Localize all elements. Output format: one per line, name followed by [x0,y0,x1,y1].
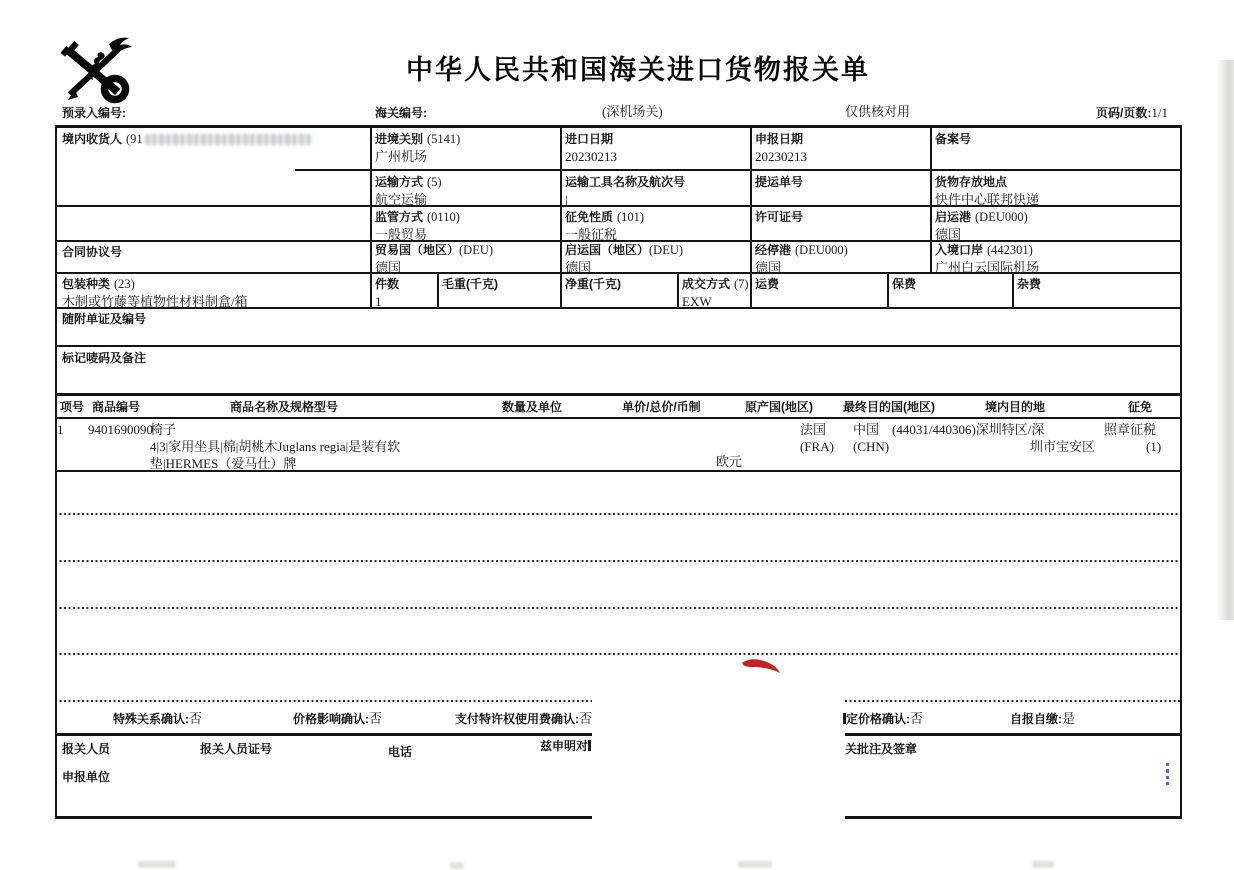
page-number-value: 1/1 [1151,105,1168,120]
port-note: (深机场关) [602,104,663,119]
col-commodity-code: 商品编号 [92,400,141,414]
item-name: 椅子 4|3|家用坐具|棉|胡桃木Juglans regia|是装有软 垫|HERMES（爱马仕）牌 [150,422,401,471]
field-attached-docs: 随附单证及编号 [62,312,147,326]
redacted-consignee-code [145,134,313,145]
field-entry-customs: 进境关别 (5141) 广州机场 [375,132,461,164]
col-origin-country: 原产国(地区) [745,400,813,414]
phone-label: 电话 [388,745,413,759]
grid-line [750,125,752,307]
page-number-label: 页码/页数: [1096,106,1152,120]
field-transport-mode: 运输方式 (5) 航空运输 [375,175,442,207]
grid-line [55,816,592,819]
red-pen-mark [741,656,781,676]
declarant-label: 报关人员 [62,742,111,756]
field-record-no: 备案号 [935,132,972,146]
grid-line [55,417,1182,419]
grid-line [437,272,439,307]
field-contract-no: 合同协议号 [62,245,123,259]
statement-fragment: 兹申明对 [540,737,591,755]
col-duty: 征免 [1128,400,1153,414]
field-departure-port: 启运港 (DEU000) 德国 [935,210,1028,242]
scan-smudge [738,861,772,868]
item-currency: 欧元 [716,454,743,469]
col-domestic-dest: 境内目的地 [985,400,1046,414]
col-price-currency: 单价/总价/币制 [622,400,701,414]
item-no: 1 [57,422,64,437]
customs-no-label: 海关编号: [375,106,427,120]
field-transport-name: 运输工具名称及航次号 | [565,175,686,207]
grid-dotted-line [55,653,1182,655]
blue-dots-artifact [1166,763,1170,787]
grid-line [55,125,57,818]
grid-line [370,125,372,307]
field-pieces: 件数 1 [375,277,400,309]
field-storage-place: 货物存放地点 快件中心联邦快递 [935,175,1040,207]
grid-line [845,816,1182,819]
confirm-price-impact: 价格影响确认:否 [293,711,383,726]
field-tax-nature: 征免性质 (101) 一般征税 [565,210,645,242]
check-note: 仅供核对用 [845,104,911,119]
field-declare-date: 申报日期 20230213 [755,132,807,164]
field-freight: 运费 [755,277,780,291]
confirm-royalty: 支付特许权使用费确认:否 [455,711,593,726]
grid-line [677,272,679,307]
field-import-date: 进口日期 20230213 [565,132,617,164]
grid-line [560,125,562,307]
grid-line [1180,125,1182,818]
grid-line [887,272,889,307]
grid-dotted-line [55,700,592,702]
field-packing-type: 包装种类 (23) 木制或竹藤等植物性材料制盒/箱 [62,277,248,309]
item-duty-line2: (1) [1146,439,1162,454]
confirm-special-relation: 特殊关系确认:否 [113,711,203,726]
confirm-provisional-price: 定价格确认:否 [843,710,923,728]
field-supervision-mode: 监管方式 (0110) 一般贸易 [375,210,460,242]
field-departure-country: 启运国（地区）(DEU) 德国 [565,243,684,275]
field-entry-port: 入境口岸 (442301) 广州白云国际机场 [935,243,1040,275]
customs-note-label: 关批注及签章 [845,742,918,756]
grid-line [55,345,1182,347]
field-marks-notes: 标记唛码及备注 [62,351,147,365]
field-gross-weight: 毛重(千克) [442,277,498,291]
item-domestic-dest: (44031/440306)深圳特区/深 [892,422,1045,437]
scan-edge-shadow [1216,60,1234,620]
grid-dotted-line [55,513,1182,515]
field-insurance: 保费 [892,277,917,291]
col-item-no: 项号 [60,400,85,414]
grid-line [930,125,932,272]
scan-smudge [138,861,176,868]
field-net-weight: 净重(千克) [565,277,621,291]
declare-unit-label: 申报单位 [62,770,111,784]
page-title: 中华人民共和国海关进口货物报关单 [406,55,870,85]
grid-dotted-line [55,560,1182,562]
field-consignee: 境内收货人 (91 [62,130,313,148]
field-misc-fees: 杂费 [1017,277,1042,291]
field-transit-port: 经停港 (DEU000) 德国 [755,243,848,275]
col-commodity-name: 商品名称及规格型号 [230,400,339,414]
item-dest-country: 中国 (CHN) [853,422,890,454]
grid-line [55,733,592,736]
grid-line [845,733,1182,736]
grid-line [55,125,1182,128]
field-trade-country: 贸易国（地区）(DEU) 德国 [375,243,494,275]
confirm-self-declare: 自报自缴:是 [1010,711,1076,726]
pre-entry-no-label: 预录入编号: [62,106,126,120]
field-license-no: 许可证号 [755,210,804,224]
grid-dotted-line [845,700,1182,702]
scan-smudge [1032,861,1054,868]
cut-character-sliver [588,740,591,751]
field-trade-terms: 成交方式 (7) EXW [682,277,749,309]
col-dest-country: 最终目的国(地区) [843,400,935,414]
grid-line [295,169,1182,171]
item-domestic-dest-line2: 圳市宝安区 [1030,439,1096,454]
field-bill-no: 提运单号 [755,175,804,189]
scan-smudge [450,862,464,869]
customs-emblem-icon [56,36,132,108]
grid-dotted-line [55,607,1182,609]
item-code: 9401690090 [88,422,153,437]
declarant-id-label: 报关人员证号 [200,742,273,756]
item-duty: 照章征税 [1104,422,1157,437]
item-origin: 法国 (FRA) [800,422,834,454]
grid-line [1012,272,1014,307]
grid-line [55,393,1182,396]
col-qty-unit: 数量及单位 [502,400,563,414]
